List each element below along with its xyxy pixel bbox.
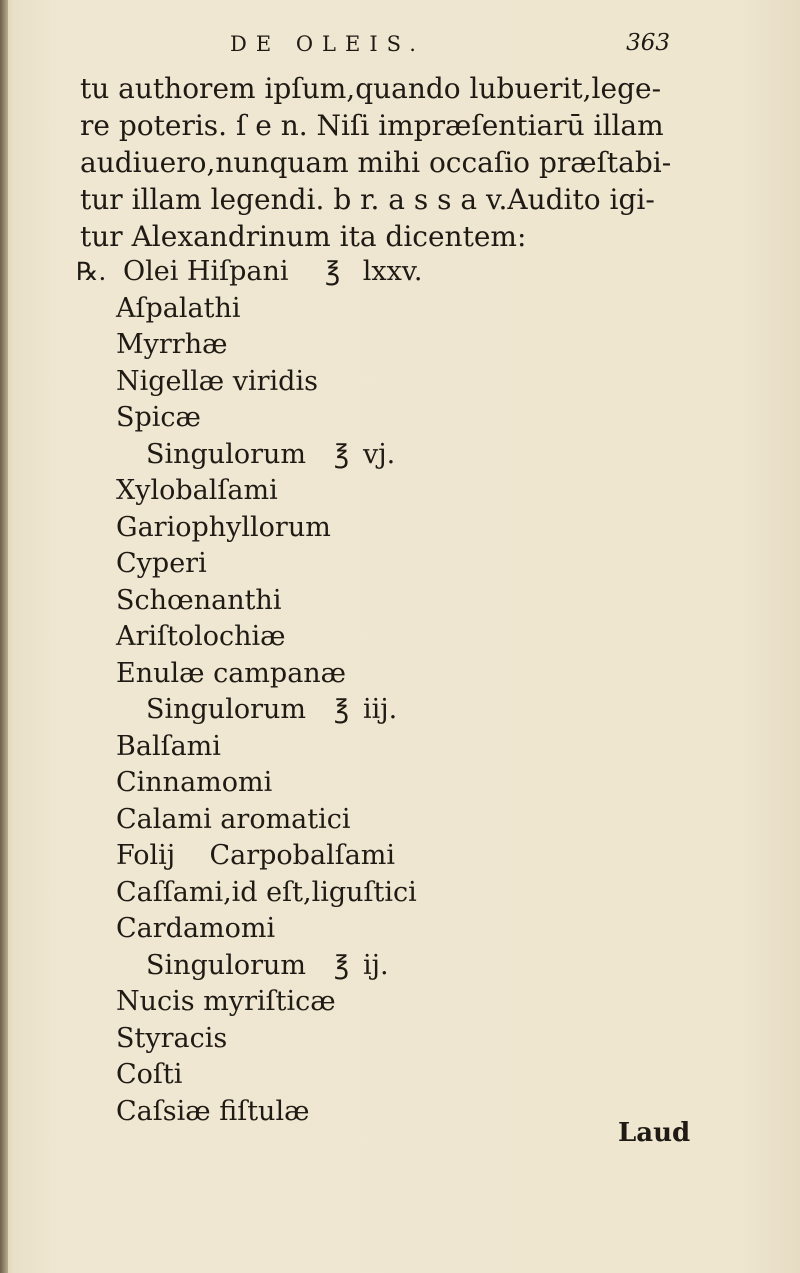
ingredient-name: Gariophyllorum (116, 511, 331, 543)
ounce-symbol: ℥ (333, 950, 350, 981)
ingredient-line (76, 619, 676, 656)
dose-label: Singulorum (146, 438, 306, 470)
ingredient-name: Schœnanthi (116, 584, 282, 616)
ingredient-line (76, 583, 676, 620)
dose-line (76, 437, 676, 474)
page-gutter (0, 0, 8, 1273)
ingredient-line (76, 911, 676, 948)
ingredient-quantity: lxxv. (362, 256, 423, 287)
ingredient-line (76, 1094, 676, 1131)
page-number: 363 (626, 30, 670, 56)
text-line: tur illam legendi. b r. a s s a v.Audito igi- (80, 183, 655, 216)
ingredient-line (76, 802, 676, 839)
dose-label: Singulorum (146, 949, 306, 981)
recipe-symbol: ℞. (76, 257, 107, 286)
ounce-symbol: ℥ (333, 695, 350, 725)
ounce-symbol: ℥ (333, 439, 350, 470)
ingredient-line (76, 729, 676, 766)
text-line: tur Alexandrinum ita dicentem: (80, 220, 527, 253)
ingredient-name: Olei Hiſpani (122, 256, 289, 287)
ingredient-name: Calami aromatici (116, 803, 351, 835)
recipe-list (76, 254, 676, 1130)
ingredient-line (76, 656, 676, 693)
text-line: audiuero,nunquam mihi occaſio præſtabi- (80, 146, 672, 179)
ingredient-quantity: vj. (363, 438, 396, 470)
dose-line (76, 948, 676, 985)
ingredient-name: Balſami (116, 730, 221, 762)
ingredient-line (76, 875, 676, 912)
recipe-first-line (76, 254, 676, 291)
ingredient-name: Nucis myriſticæ (116, 986, 336, 1017)
ingredient-line (76, 546, 676, 583)
ingredient-line (76, 291, 676, 328)
ingredient-name: Ariſtolochiæ (116, 621, 286, 652)
ingredient-line (76, 510, 676, 547)
ingredient-line (76, 984, 676, 1021)
ingredient-line (76, 1021, 676, 1058)
ounce-symbol: ℥ (325, 257, 341, 287)
dose-label: Singulorum (146, 694, 306, 725)
ingredient-line (76, 473, 676, 510)
ingredient-quantity: ij. (363, 949, 389, 981)
ingredient-name: Cinnamomi (116, 767, 273, 798)
ingredient-line (76, 400, 676, 437)
dose-line (76, 692, 676, 729)
ingredient-name: Cyperi (116, 548, 207, 579)
ingredient-name: Coſti (116, 1059, 183, 1090)
ingredient-name: Styracis (116, 1022, 228, 1054)
ingredient-line (76, 327, 676, 364)
body-text (80, 70, 680, 255)
ingredient-name: Cardamomi (116, 913, 276, 944)
text-line: re poteris. ſ e n. Niſi impræſentiarū illam (80, 109, 664, 142)
ingredient-line (76, 1057, 676, 1094)
ingredient-name: Spicæ (116, 402, 201, 433)
ingredient-name: Folij Carpobalſami (116, 840, 396, 871)
ingredient-name: Aſpalathi (116, 292, 241, 324)
ingredient-name: Enulæ campanæ (116, 657, 347, 689)
ingredient-name: Nigellæ viridis (116, 365, 318, 397)
ingredient-quantity: iij. (363, 694, 398, 725)
page-header (230, 28, 670, 64)
ingredient-name: Myrrhæ (116, 329, 228, 360)
ingredient-name: Caſsiæ fiſtulæ (116, 1095, 310, 1127)
ingredient-name: Xylobalſami (116, 475, 278, 506)
ingredient-line (76, 364, 676, 401)
catchword: Laud (618, 1118, 691, 1148)
ingredient-line (76, 765, 676, 802)
ingredient-line (76, 838, 676, 875)
running-head: DE OLEIS. (230, 32, 425, 56)
ingredient-name: Caſſami,id eſt,liguſtici (116, 876, 417, 908)
text-line: tu authorem ipſum,quando lubuerit,lege- (80, 72, 662, 105)
